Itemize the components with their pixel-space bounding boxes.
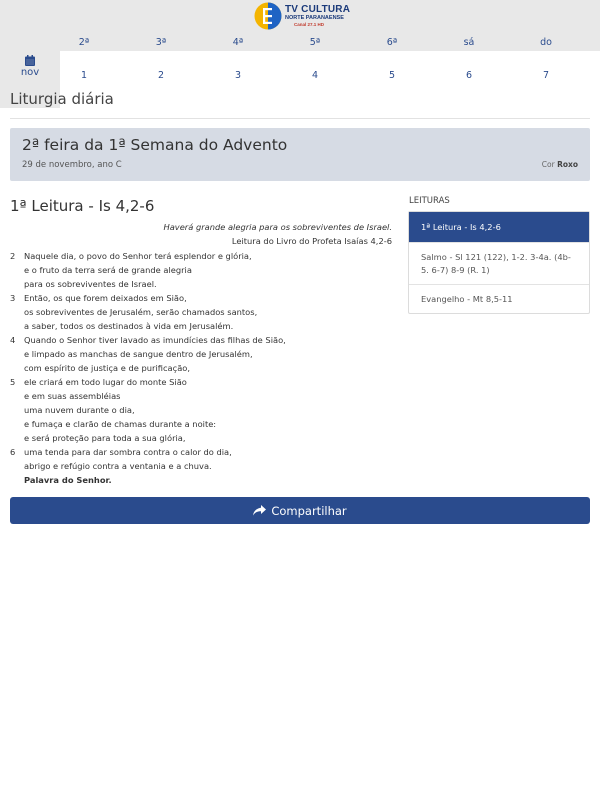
verse-line xyxy=(10,291,400,305)
verse-line xyxy=(10,249,400,263)
reading-tab-psalm[interactable]: Salmo - Sl 121 (122), 1-2. 3-4a. (4b-5. 6-7) 8-9 (R. 1) xyxy=(409,242,589,284)
verse-text: a saber, todos os destinados à vida em Jerusalém. xyxy=(24,321,234,331)
reading-title: 1ª Leitura - Is 4,2-6 xyxy=(10,197,155,215)
reading-intro: Haverá grande alegria para os sobreviventes de Israel. xyxy=(163,222,392,232)
logo-subtitle: NORTE PARANAENSE xyxy=(285,15,344,21)
verse-line xyxy=(10,403,400,417)
weekday-label: 6ª xyxy=(386,37,398,48)
logo-emblem-icon xyxy=(254,2,282,30)
verse-number: 6 xyxy=(10,447,16,457)
verse-text: Naquele dia, o povo do Senhor terá esplendor e glória, xyxy=(24,251,252,261)
reading-source: Leitura do Livro do Profeta Isaías 4,2-6 xyxy=(231,236,392,246)
weekday-label: 2ª xyxy=(78,37,90,48)
calendar-date[interactable]: 6 xyxy=(465,70,473,81)
verse-line xyxy=(10,361,400,375)
calendar-date[interactable]: 4 xyxy=(311,70,319,81)
verse-line xyxy=(10,417,400,431)
verse-line xyxy=(10,445,400,459)
calendar-dates xyxy=(60,51,600,108)
verse-line xyxy=(10,333,400,347)
verse-text: uma nuvem durante o dia, xyxy=(24,405,135,415)
logo-bar xyxy=(0,0,600,33)
logo-title: TV CULTURA xyxy=(285,4,351,15)
verse-text: e será proteção para toda a sua glória, xyxy=(24,433,186,443)
page-heading: Liturgia diária xyxy=(10,90,114,108)
liturgy-day-header xyxy=(10,128,590,181)
verse-line xyxy=(10,375,400,389)
weekday-label: 3ª xyxy=(155,37,167,48)
verse-text: e em suas assembléias xyxy=(24,391,121,401)
calendar-icon xyxy=(25,55,35,66)
calendar-date[interactable]: 3 xyxy=(234,70,242,81)
weekday-label: do xyxy=(540,37,552,48)
verse-text: abrigo e refúgio contra a ventania e a chuva. xyxy=(24,461,212,471)
verse-line xyxy=(10,459,400,473)
verse-line xyxy=(10,263,400,277)
divider xyxy=(10,118,590,119)
verse-line xyxy=(10,473,400,487)
verse-line xyxy=(10,305,400,319)
calendar-date[interactable]: 7 xyxy=(542,70,550,81)
verse-line xyxy=(10,277,400,291)
weekday-label: 5ª xyxy=(309,37,321,48)
calendar-date[interactable]: 2 xyxy=(157,70,165,81)
logo-channel: Canal 27.1 HD xyxy=(294,22,325,27)
liturgical-color xyxy=(542,160,578,169)
verse-text: e fumaça e clarão de chamas durante a noite: xyxy=(24,419,217,429)
day-date: 29 de novembro, ano C xyxy=(22,160,122,170)
share-button[interactable] xyxy=(10,497,590,524)
share-label: Compartilhar xyxy=(271,503,347,518)
verse-line xyxy=(10,389,400,403)
share-icon xyxy=(253,505,266,516)
reading-closing: Palavra do Senhor. xyxy=(24,475,112,485)
tv-cultura-logo[interactable] xyxy=(254,2,350,32)
weekday-label: sá xyxy=(463,37,475,48)
readings-label: LEITURAS xyxy=(409,196,450,206)
verse-number: 2 xyxy=(10,251,16,261)
verse-line xyxy=(10,319,400,333)
reading-text xyxy=(10,249,400,487)
verse-text: para os sobreviventes de Israel. xyxy=(24,279,157,289)
day-title: 2ª feira da 1ª Semana do Advento xyxy=(22,136,288,154)
calendar-weekdays xyxy=(0,33,600,51)
verse-text: ele criará em todo lugar do monte Sião xyxy=(24,377,187,387)
verse-text: Quando o Senhor tiver lavado as imundícies das filhas de Sião, xyxy=(24,335,286,345)
verse-text: e limpado as manchas de sangue dentro de Jerusalém, xyxy=(24,349,253,359)
reading-tab-gospel[interactable]: Evangelho - Mt 8,5-11 xyxy=(409,284,589,313)
verse-number: 4 xyxy=(10,335,16,345)
verse-number: 5 xyxy=(10,377,16,387)
reading-tab-first[interactable]: 1ª Leitura - Is 4,2-6 xyxy=(409,212,589,242)
verse-text: Então, os que forem deixados em Sião, xyxy=(24,293,187,303)
verse-line xyxy=(10,431,400,445)
verse-text: e o fruto da terra será de grande alegria xyxy=(24,265,192,275)
verse-text: os sobreviventes de Jerusalém, serão chamados santos, xyxy=(24,307,258,317)
readings-list xyxy=(408,211,590,314)
verse-line xyxy=(10,347,400,361)
calendar-month-label: nov xyxy=(20,67,40,78)
verse-number: 3 xyxy=(10,293,16,303)
color-label: Cor xyxy=(541,160,555,169)
weekday-label: 4ª xyxy=(232,37,244,48)
color-value: Roxo xyxy=(557,160,578,169)
calendar-date[interactable]: 5 xyxy=(388,70,396,81)
calendar-date[interactable]: 1 xyxy=(80,70,88,81)
verse-text: uma tenda para dar sombra contra o calor do dia, xyxy=(24,447,232,457)
verse-text: com espírito de justiça e de purificação, xyxy=(24,363,190,373)
